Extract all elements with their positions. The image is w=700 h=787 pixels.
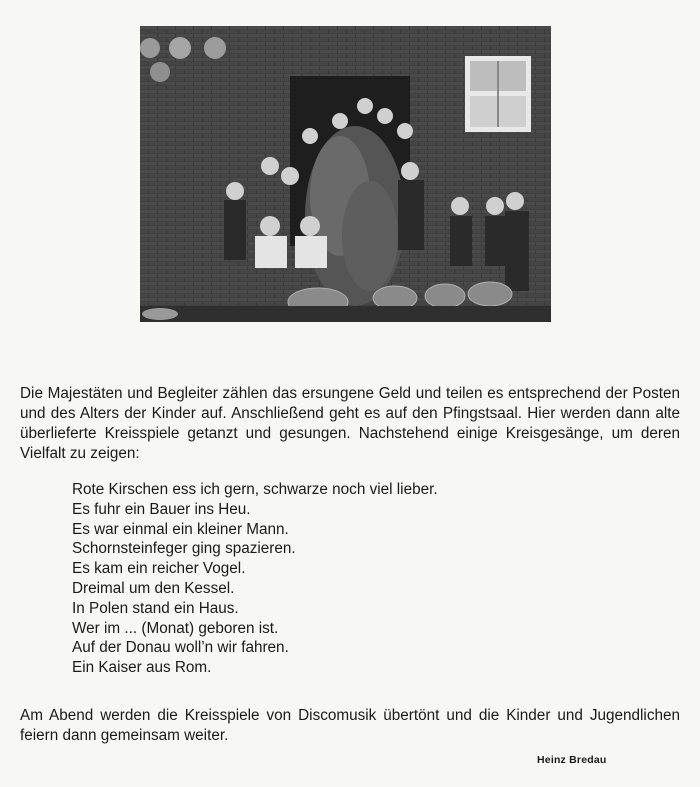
intro-paragraph: Die Majestäten und Begleiter zählen das ersungene Geld und teilen es entsprechend der Posten und des Alters der Kinder auf. Anschließend geht es auf den Pfingstsaal. Hier werden dann alte überlieferte Kreisspiele getanzt und gesungen. Nachstehend einige Kreisgesänge, um deren Vielfalt zu zeigen: — [20, 385, 680, 462]
window — [465, 56, 531, 132]
list-item: Es kam ein reicher Vogel. — [72, 560, 246, 578]
list-item: Es fuhr ein Bauer ins Heu. — [72, 500, 251, 518]
list-item: Schornsteinfeger ging spazieren. — [72, 540, 296, 558]
song-list — [72, 480, 438, 678]
list-item: Ein Kaiser aus Rom. — [72, 659, 212, 677]
author-signature: Heinz Bredau — [537, 754, 607, 766]
list-item: In Polen stand ein Haus. — [72, 599, 239, 617]
list-item: Rote Kirschen ess ich gern, schwarze noch viel lieber. — [72, 481, 438, 498]
list-item: Wer im ... (Monat) geboren ist. — [72, 619, 279, 637]
closing-paragraph: Am Abend werden die Kreisspiele von Discomusik übertönt und die Kinder und Jugendlichen feiern dann gemeinsam weiter. — [20, 707, 680, 744]
list-item: Auf der Donau woll’n wir fahren. — [72, 639, 289, 657]
list-item: Dreimal um den Kessel. — [72, 579, 235, 597]
list-item: Es war einmal ein kleiner Mann. — [72, 520, 289, 538]
group-photo — [140, 26, 551, 322]
